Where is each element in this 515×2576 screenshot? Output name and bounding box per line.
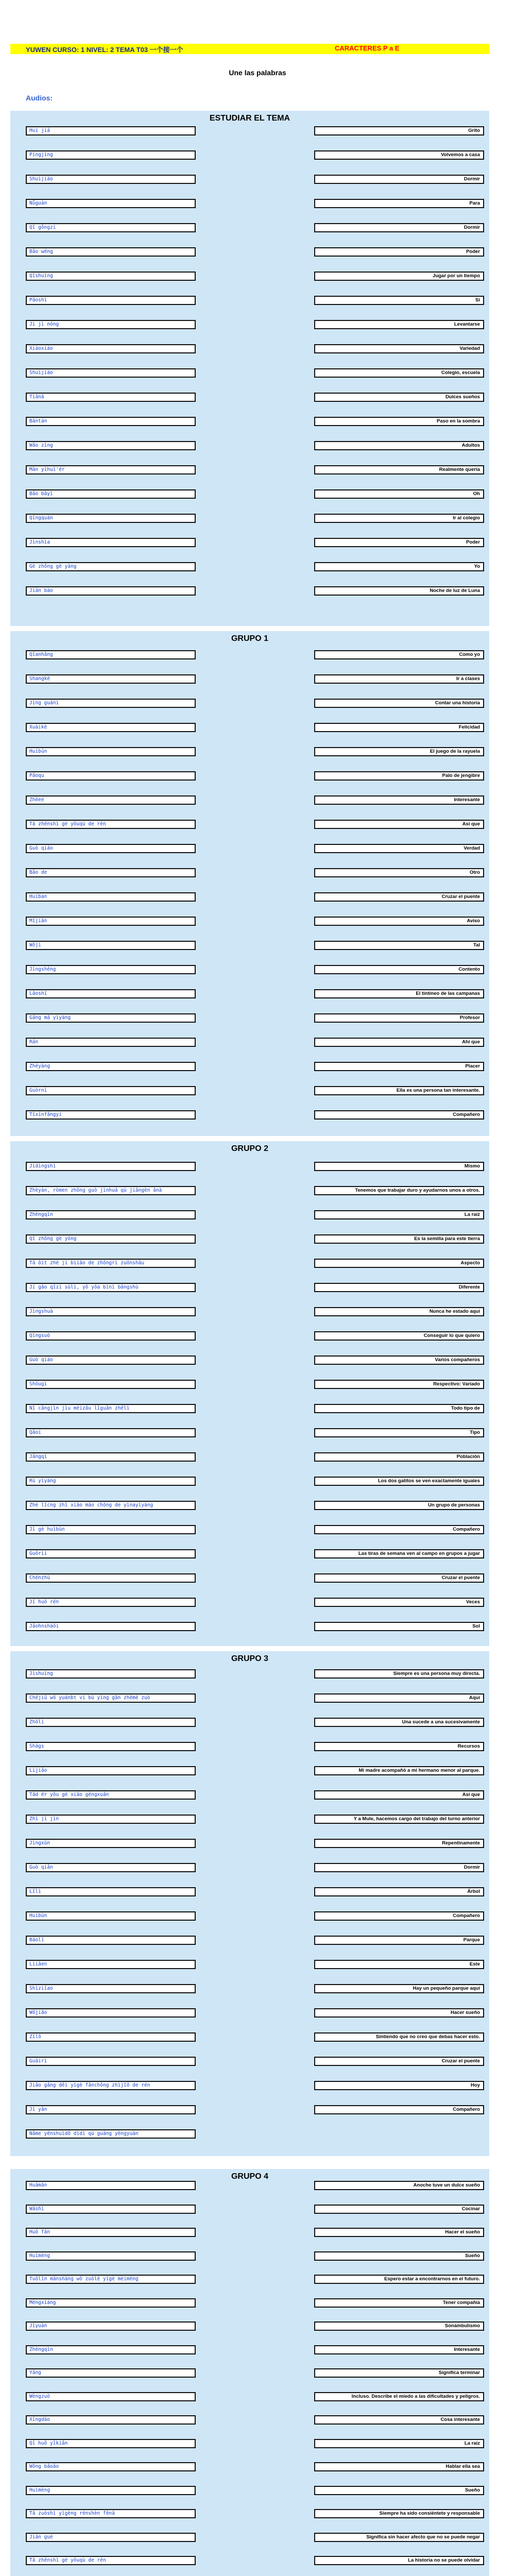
right-match-item[interactable]: Aquí <box>314 1693 484 1703</box>
right-match-item[interactable]: Sueño <box>314 2251 484 2261</box>
left-match-item[interactable]: Mèngxìáng <box>26 2298 196 2308</box>
right-match-item[interactable]: Como yo <box>314 650 484 659</box>
left-match-item[interactable]: Zhèngqìn <box>26 2345 196 2354</box>
left-match-item[interactable]: Jìngshuà <box>26 1307 196 1316</box>
right-match-item[interactable]: Siempre es una persona muy directa. <box>314 1669 484 1679</box>
right-match-item[interactable]: Volvemos a casa <box>314 150 484 160</box>
left-match-item[interactable]: Lìiǎen <box>26 1960 196 1969</box>
right-match-item[interactable]: Tener compañía <box>314 2298 484 2308</box>
right-match-item[interactable]: Colegio, escuela <box>314 368 484 378</box>
right-match-item[interactable]: Dormir <box>314 175 484 184</box>
left-match-item[interactable]: Guò qiáo <box>26 1355 196 1365</box>
left-match-item[interactable]: Zhèyàng <box>26 1062 196 1071</box>
right-match-item[interactable]: Cruzar el puente <box>314 1573 484 1583</box>
instructions: Une las palabras <box>229 69 286 77</box>
right-match-item[interactable]: Dormir <box>314 223 484 232</box>
left-match-item[interactable]: Rān <box>26 1038 196 1047</box>
left-match-item[interactable]: Zhèngqìn <box>26 1210 196 1219</box>
left-match-item[interactable]: Zīlǒ <box>26 2032 196 2042</box>
left-match-item[interactable]: Tǎd ér yǒu gè xiǎo gēngxuǎn <box>26 1790 196 1800</box>
left-match-item[interactable]: Shìziǐao <box>26 1984 196 1993</box>
left-match-item[interactable]: Jǐyuàn <box>26 2321 196 2331</box>
left-match-item[interactable]: Zhì jī jìn <box>26 1815 196 1824</box>
right-match-item[interactable]: Todo tipo de <box>314 1404 484 1413</box>
left-match-item[interactable]: Tā ǒit zhè ji bìiǎo de zhǒngrì zuǒnshǎu <box>26 1259 196 1268</box>
right-match-item[interactable]: Hacer sueño <box>314 2008 484 2018</box>
left-match-item[interactable]: Xiàoxiào <box>26 344 196 353</box>
left-match-item[interactable]: Tuǒlǐn mǎnshàng wǒ zuòlè yīgè mèimèng <box>26 2275 196 2284</box>
right-match-item[interactable]: Significa sin hacer afecto que no se puede negar <box>314 2533 484 2542</box>
left-match-item[interactable]: Lìjiǎo <box>26 1766 196 1775</box>
right-match-item[interactable]: Aspecto <box>314 1259 484 1268</box>
right-match-item[interactable]: Cosa interesante <box>314 2415 484 2425</box>
right-match-item[interactable]: Hoy <box>314 2081 484 2090</box>
left-match-item[interactable]: Qǐshuìng <box>26 272 196 281</box>
left-match-item[interactable]: Píngjìng <box>26 150 196 160</box>
left-match-item[interactable]: Zhè lǐcng zhī xiǎo mǎo chōng de yìnayìyàng <box>26 1501 196 1510</box>
left-match-item[interactable]: Wǒng bǎoāo <box>26 2462 196 2471</box>
left-match-item[interactable]: Huāmǎn <box>26 2181 196 2190</box>
right-match-item[interactable]: Ahí que <box>314 1038 484 1047</box>
left-match-item[interactable]: Lǐlì <box>26 1887 196 1896</box>
left-match-item[interactable]: Huǒ fān <box>26 2228 196 2237</box>
right-match-item[interactable]: Tal <box>314 941 484 950</box>
right-match-item[interactable]: Anoche tuve un dulce sueño <box>314 2181 484 2190</box>
right-match-item[interactable]: Varios compañeros <box>314 1355 484 1365</box>
right-match-item[interactable]: Cruzar el puente <box>314 892 484 902</box>
right-match-item[interactable]: Compañero <box>314 1911 484 1921</box>
left-match-item[interactable]: Wǒjì <box>26 941 196 950</box>
right-match-item[interactable]: Espero estar a encontrarnos en el futuro. <box>314 2275 484 2284</box>
left-match-item[interactable]: Wǒjiǎo <box>26 2008 196 2018</box>
left-match-item[interactable]: Yǎng <box>26 2368 196 2378</box>
left-match-item[interactable]: Huìmèng <box>26 2251 196 2261</box>
left-match-item[interactable]: Jìng guānì <box>26 699 196 708</box>
left-match-item[interactable]: Shangkè <box>26 674 196 684</box>
right-match-item[interactable]: Adultos <box>314 441 484 450</box>
right-match-item[interactable]: Y a Mule, hacemos cargo del trabajo del turno anterior <box>314 1815 484 1824</box>
right-match-item[interactable]: Compañero <box>314 2105 484 2114</box>
right-match-item[interactable]: Ir al colegio <box>314 514 484 523</box>
worksheet-topic: CARACTERES P a E <box>335 44 400 52</box>
right-match-item[interactable]: Cocinar <box>314 2205 484 2214</box>
left-match-item[interactable]: Tā zhēnshì gè yǒuqù de rén <box>26 2556 196 2565</box>
right-match-item[interactable]: Grito <box>314 126 484 135</box>
left-match-item[interactable]: Xīngdào <box>26 2415 196 2425</box>
left-match-item[interactable]: Qǐ zhǒng gè yòng <box>26 1234 196 1244</box>
right-match-item[interactable]: Verdad <box>314 844 484 853</box>
right-match-item[interactable]: Tenemos que trabajar duro y ayudarnos unos a otros. <box>314 1186 484 1195</box>
left-match-item[interactable]: Zhèee <box>26 795 196 805</box>
left-match-item[interactable]: Tiǎnǎ <box>26 393 196 402</box>
left-match-item[interactable]: Bǎolǐ <box>26 1936 196 1945</box>
left-match-item[interactable]: Guōrìi <box>26 1549 196 1558</box>
left-match-item[interactable]: Zhèyàn, ròmen zhōng guò jìnhuā qù jiāngèn ǎnà <box>26 1186 196 1195</box>
section-title: GRUPO 4 <box>231 2172 268 2181</box>
left-match-item[interactable]: Huíbūn <box>26 747 196 756</box>
right-match-item[interactable]: Conseguir lo que quiero <box>314 1331 484 1341</box>
right-match-item[interactable]: Compañero <box>314 1110 484 1120</box>
left-match-item[interactable]: Bǎo de <box>26 868 196 877</box>
left-match-item[interactable]: Tā zhēnshì gè yǒuqù de rén <box>26 820 196 829</box>
right-match-item[interactable]: Así que <box>314 820 484 829</box>
left-match-item[interactable]: Xuàikè <box>26 723 196 732</box>
left-match-item[interactable]: Huíban <box>26 892 196 902</box>
right-match-item[interactable]: Parque <box>314 1936 484 1945</box>
left-match-item[interactable]: Gǎng mǎ yìyàng <box>26 1013 196 1023</box>
right-match-item[interactable]: Es la semilla para este tierra <box>314 1234 484 1244</box>
right-match-item[interactable]: Un grupo de personas <box>314 1501 484 1510</box>
left-match-item[interactable]: Nǐ cāngjìn jìu mèizǎu lǐguǎn zhēlì <box>26 1404 196 1413</box>
left-match-item[interactable]: Huìmèng <box>26 2486 196 2495</box>
left-match-item[interactable]: Qīngquán <box>26 514 196 523</box>
left-match-item[interactable]: Huíbūn <box>26 1911 196 1921</box>
right-match-item[interactable]: Contar una historia <box>314 699 484 708</box>
right-match-item[interactable]: Veces <box>314 1598 484 1607</box>
right-match-item[interactable]: Mismo <box>314 1162 484 1171</box>
left-match-item[interactable]: Shàgs <box>26 1742 196 1751</box>
right-match-item[interactable]: Hablar ella sea <box>314 2462 484 2471</box>
left-match-item[interactable]: Zhǒlì <box>26 1718 196 1727</box>
left-match-item[interactable]: Wǎo zìng <box>26 441 196 450</box>
left-match-item[interactable]: Jì gè huìbùn <box>26 1525 196 1534</box>
right-match-item[interactable]: Tipo <box>314 1428 484 1437</box>
left-match-item[interactable]: Jì yǎn <box>26 2105 196 2114</box>
right-match-item[interactable]: Siempre ha sido consiéntete y responsable <box>314 2509 484 2518</box>
right-match-item[interactable]: Poder <box>314 538 484 547</box>
exercise-section <box>10 1651 489 2156</box>
right-match-item[interactable]: La raíz <box>314 1210 484 1219</box>
section-title: GRUPO 3 <box>231 1654 268 1663</box>
right-match-item[interactable]: Otro <box>314 868 484 877</box>
left-match-item[interactable]: Shuìjiào <box>26 175 196 184</box>
worksheet-course-info: YUWEN CURSO: 1 NIVEL: 2 TEMA T03 一个接一个 <box>26 46 183 54</box>
right-match-item[interactable]: Contento <box>314 965 484 974</box>
right-match-item[interactable]: Levantarse <box>314 320 484 329</box>
section-title: GRUPO 1 <box>231 634 268 643</box>
right-match-item[interactable]: Paso en la sombra <box>314 417 484 426</box>
right-match-item[interactable]: El tintineo de las campanas <box>314 989 484 998</box>
left-match-item[interactable]: Qìngsuó <box>26 1331 196 1341</box>
left-match-item[interactable]: Jǎngqì <box>26 1452 196 1462</box>
right-match-item[interactable]: Noche de luz de Luna <box>314 586 484 596</box>
right-match-item[interactable]: Este <box>314 1960 484 1969</box>
left-match-item[interactable]: Shǒugì <box>26 1380 196 1389</box>
right-match-item[interactable]: Recursos <box>314 1742 484 1751</box>
right-match-item[interactable]: Dulces sueños <box>314 393 484 402</box>
right-match-item[interactable]: Placer <box>314 1062 484 1071</box>
left-match-item[interactable]: Jiǎo gǎng dēi yìgè fǎnchǒng zhìjǐǒ de rén <box>26 2081 196 2090</box>
right-match-item[interactable]: Si <box>314 296 484 305</box>
left-match-item[interactable]: Wǎshì <box>26 2205 196 2214</box>
right-match-item[interactable]: Variedad <box>314 344 484 353</box>
left-match-item[interactable]: Shuìjiào <box>26 368 196 378</box>
right-match-item[interactable]: Mi madre acompañó a mi hermano menor al parque. <box>314 1766 484 1775</box>
section-title: ESTUDIAR EL TEMA <box>209 114 290 123</box>
right-match-item[interactable]: Profesor <box>314 1013 484 1023</box>
left-match-item[interactable]: Guò qiǎn <box>26 1863 196 1872</box>
right-match-item[interactable]: Incluso. Describe el miedo a las dificultades y peligros. <box>314 2392 484 2401</box>
right-match-item[interactable]: Cruzar el puente <box>314 2057 484 2066</box>
right-match-item[interactable]: Nunca he estado aquí <box>314 1307 484 1316</box>
left-match-item[interactable]: Qǐ gǒngzi <box>26 223 196 232</box>
left-match-item[interactable]: Chénzhù <box>26 1573 196 1583</box>
left-match-item[interactable]: Bǎo wéng <box>26 247 196 257</box>
right-match-item[interactable]: Repentinamente <box>314 1839 484 1848</box>
right-match-item[interactable]: Realmente quería <box>314 465 484 474</box>
left-match-item[interactable]: Nǎme yěnshuìdǒ dìdì qù guāng yèngyuàn <box>26 2129 196 2139</box>
left-match-item[interactable]: Tǐxīnfǎngyí <box>26 1110 196 1120</box>
right-match-item[interactable]: Interesante <box>314 2345 484 2354</box>
audios-label: Audios: <box>26 94 53 102</box>
right-match-item[interactable]: Sonámbulismo <box>314 2321 484 2331</box>
left-match-item[interactable]: Jìdìngshì <box>26 1162 196 1171</box>
left-match-item[interactable]: Bǎo bǎyī <box>26 489 196 499</box>
right-match-item[interactable]: La raíz <box>314 2439 484 2448</box>
right-match-item[interactable]: La historia no se puede olvidar <box>314 2556 484 2565</box>
right-match-item[interactable]: Diferente <box>314 1283 484 1292</box>
left-match-item[interactable]: Nǚguàn <box>26 199 196 208</box>
left-match-item[interactable]: Jìshuìng <box>26 1669 196 1679</box>
left-match-item[interactable]: Guāirì <box>26 2057 196 2066</box>
right-match-item[interactable]: Ella es una persona tan interesante. <box>314 1086 484 1095</box>
right-match-item[interactable]: Ir a clases <box>314 674 484 684</box>
right-match-item[interactable]: Respectivo: Variado <box>314 1380 484 1389</box>
right-match-item[interactable]: Hacer el sueño <box>314 2228 484 2237</box>
right-match-item[interactable]: Poder <box>314 247 484 257</box>
left-match-item[interactable]: Jǐ huō rén <box>26 1598 196 1607</box>
right-match-item[interactable]: Significa terminar <box>314 2368 484 2378</box>
right-match-item[interactable]: Población <box>314 1452 484 1462</box>
left-match-item[interactable]: Gè zhǒng gè yàng <box>26 562 196 571</box>
left-match-item[interactable]: Jǎohnshàǒi <box>26 1622 196 1631</box>
left-match-item[interactable]: Guò qiáo <box>26 844 196 853</box>
left-match-item[interactable]: Jiǎn guè <box>26 2533 196 2542</box>
right-match-item[interactable]: Compañero <box>314 1525 484 1534</box>
left-match-item[interactable]: Jìngxūn <box>26 1839 196 1848</box>
right-match-item[interactable]: Interesante <box>314 795 484 805</box>
right-match-item[interactable]: Hay un pequeño parque aquí <box>314 1984 484 1993</box>
right-match-item[interactable]: Para <box>314 199 484 208</box>
left-match-item[interactable]: Jìngshēng <box>26 965 196 974</box>
right-match-item[interactable]: Oh <box>314 489 484 499</box>
right-match-item[interactable]: Sintiendo que no creo que debas hacer esto. <box>314 2032 484 2042</box>
left-match-item[interactable]: Wèngzuò <box>26 2392 196 2401</box>
right-match-item[interactable]: Palo de jengibre <box>314 771 484 781</box>
right-match-item[interactable]: Jugar por un tiempo <box>314 272 484 281</box>
right-match-item[interactable]: El juego de la rayuela <box>314 747 484 756</box>
left-match-item[interactable]: Huí jiā <box>26 126 196 135</box>
left-match-item[interactable]: Jìnshìa <box>26 538 196 547</box>
right-match-item[interactable]: Sueño <box>314 2486 484 2495</box>
left-match-item[interactable]: Pǎoshì <box>26 296 196 305</box>
left-match-item[interactable]: Lǎoshī <box>26 989 196 998</box>
left-match-item[interactable]: Rù yìyàng <box>26 1477 196 1486</box>
left-match-item[interactable]: Mān yìhuì'ér <box>26 465 196 474</box>
right-match-item[interactable]: Aviso <box>314 917 484 926</box>
section-title: GRUPO 2 <box>231 1144 268 1153</box>
left-match-item[interactable]: Bāntán <box>26 417 196 426</box>
right-match-item[interactable]: Felicidad <box>314 723 484 732</box>
right-match-item[interactable]: Dormir <box>314 1863 484 1872</box>
right-match-item[interactable]: Los dos gatitos se ven exactamente iguales <box>314 1477 484 1486</box>
left-match-item[interactable]: Qǐ huō yǐkiǎn <box>26 2439 196 2448</box>
left-match-item[interactable]: Jí gǎo qǐzì sùlì, yǒ yǒa bìnì bāngshù <box>26 1283 196 1292</box>
left-match-item[interactable]: Qīanhǎng <box>26 650 196 659</box>
right-match-item[interactable]: Las tiras de semana ven al campo en grupos a jugar <box>314 1549 484 1558</box>
left-match-item[interactable]: Pǎoqu <box>26 771 196 781</box>
right-match-item[interactable]: Sol <box>314 1622 484 1631</box>
left-match-item[interactable]: Tā zuòshì yìgèng rénshèn fēnā <box>26 2509 196 2518</box>
left-match-item[interactable]: Qǎoi <box>26 1428 196 1437</box>
right-match-item[interactable]: Una sucede a una sucesivamente <box>314 1718 484 1727</box>
left-match-item[interactable]: Guòrnì <box>26 1086 196 1095</box>
right-match-item[interactable]: Árbol <box>314 1887 484 1896</box>
left-match-item[interactable]: Jì jì nóng <box>26 320 196 329</box>
right-match-item[interactable]: Así que <box>314 1790 484 1800</box>
left-match-item[interactable]: Chējiǔ wǒ yuánbt ví bù yìng gǎn zhèmè zuò <box>26 1693 196 1703</box>
left-match-item[interactable]: Jiān bào <box>26 586 196 596</box>
left-match-item[interactable]: Mǐjiǎn <box>26 917 196 926</box>
right-match-item[interactable]: Yo <box>314 562 484 571</box>
